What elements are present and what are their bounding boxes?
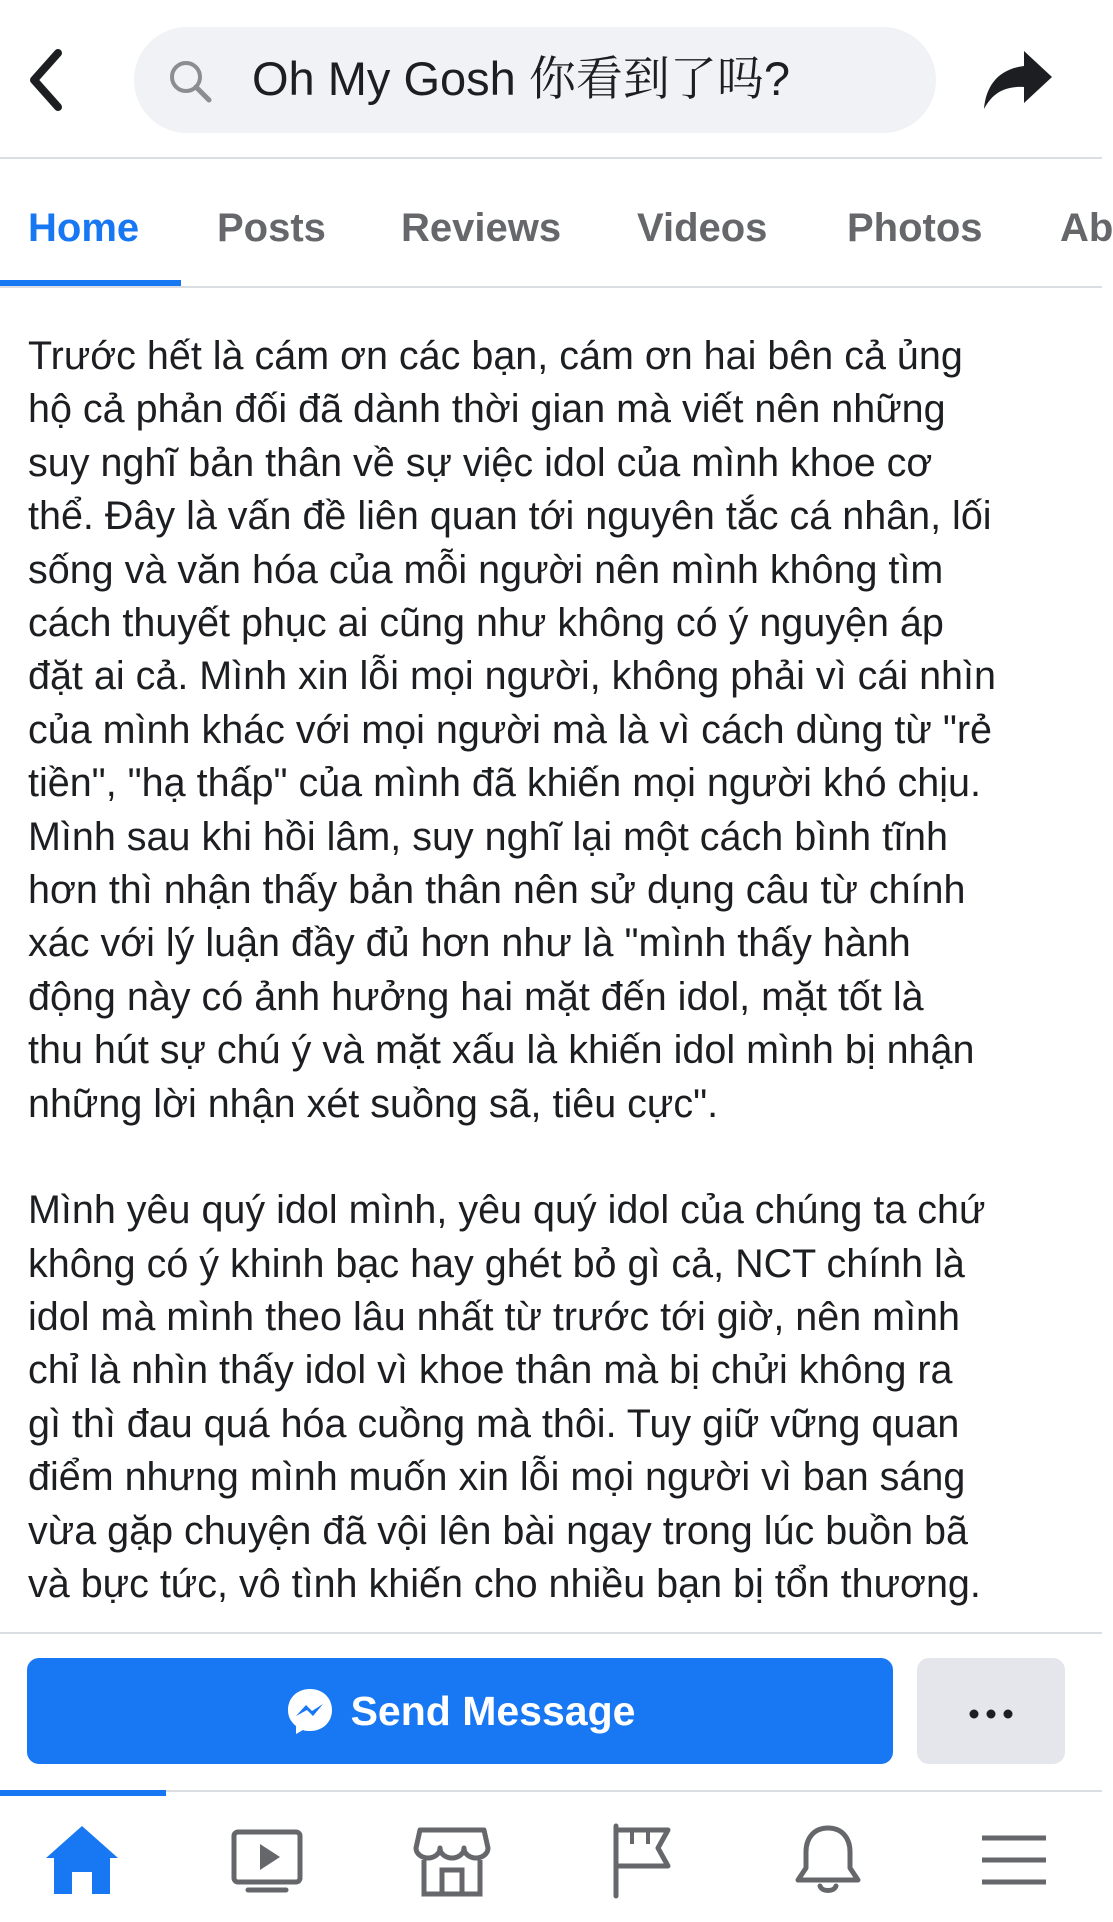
search-bar[interactable] [134,27,936,133]
home-icon[interactable] [42,1820,122,1900]
send-message-label: Send Message [350,1688,636,1734]
tab-posts[interactable]: Posts [217,206,326,250]
messenger-icon [285,1686,335,1736]
post-paragraph-1: Trước hết là cám ơn các bạn, cám ơn hai bên cả ủng hộ cả phản đối đã dành thời gian mà viết nên những suy nghĩ bản thân về sự việc idol của mình khoe cơ thể. Đây là vấn đề liên quan tới nguyên tắc cá nhân, lối sống và văn hóa của mỗi người nên mình không tìm cách thuyết phục ai cũng như không có ý nguyện áp đặt ai cả. Mình xin lỗi mọi người, không phải vì cái nhìn của mình khác với mọi người mà là vì cách dùng từ "rẻ tiền", "hạ thấp" của mình đã khiến mọi người khó chịu. Mình sau khi hồi lâm, suy nghĩ lại một cách bình tĩnh hơn thì nhận thấy bản thân nên sử dụng câu từ chính xác với lý luận đầy đủ hơn như là "mình thấy hành động này có ảnh hưởng hai mặt đến idol, mặt tốt là thu hút sự chú ý và mặt xấu là khiến idol mình bị nhận những lời nhận xét suồng sã, tiêu cực". [28,334,996,1126]
top-bar [0,0,1102,159]
menu-icon[interactable] [974,1820,1054,1900]
send-message-button[interactable] [27,1658,893,1764]
post-paragraph-2: Mình yêu quý idol mình, yêu quý idol của chúng ta chứ không có ý khinh bạc hay ghét bỏ gì cả, NCT chính là idol mà mình theo lâu nhất từ trước tới giờ, nên mình chỉ là nhìn thấy idol vì khoe thân mà bị chửi không ra gì thì đau quá hóa cuồng mà thôi. Tuy giữ vững quan điểm nhưng mình muốn xin lỗi mọi người vì ban sáng vừa gặp chuyện đã vội lên bài ngay trong lúc buồn bã và bực tức, vô tình khiến cho nhiều bạn bị tổn thương. [28,1188,986,1606]
chevron-left-icon[interactable] [24,45,74,115]
marketplace-icon[interactable] [412,1820,492,1900]
more-options-button[interactable] [917,1658,1065,1764]
bottom-nav [0,1790,1102,1922]
tab-reviews[interactable]: Reviews [401,206,562,250]
tab-videos[interactable]: Videos [637,206,768,250]
post-content [28,330,1088,1611]
notifications-bell-icon[interactable] [788,1820,868,1900]
share-arrow-icon[interactable] [980,45,1056,115]
tab-home[interactable]: Home [28,206,140,250]
pages-flag-icon[interactable] [602,1820,682,1900]
search-query: Oh My Gosh 你看到了吗? [252,52,790,105]
page-tabs [0,159,1113,288]
active-nav-indicator [0,1790,166,1796]
tab-photos[interactable]: Photos [847,206,983,250]
active-tab-indicator [0,280,181,286]
watch-icon[interactable] [228,1820,308,1900]
divider [0,1632,1102,1634]
more-horizontal-icon [969,1706,1013,1716]
tab-about[interactable]: Ab [1060,206,1113,250]
search-icon [166,57,214,105]
